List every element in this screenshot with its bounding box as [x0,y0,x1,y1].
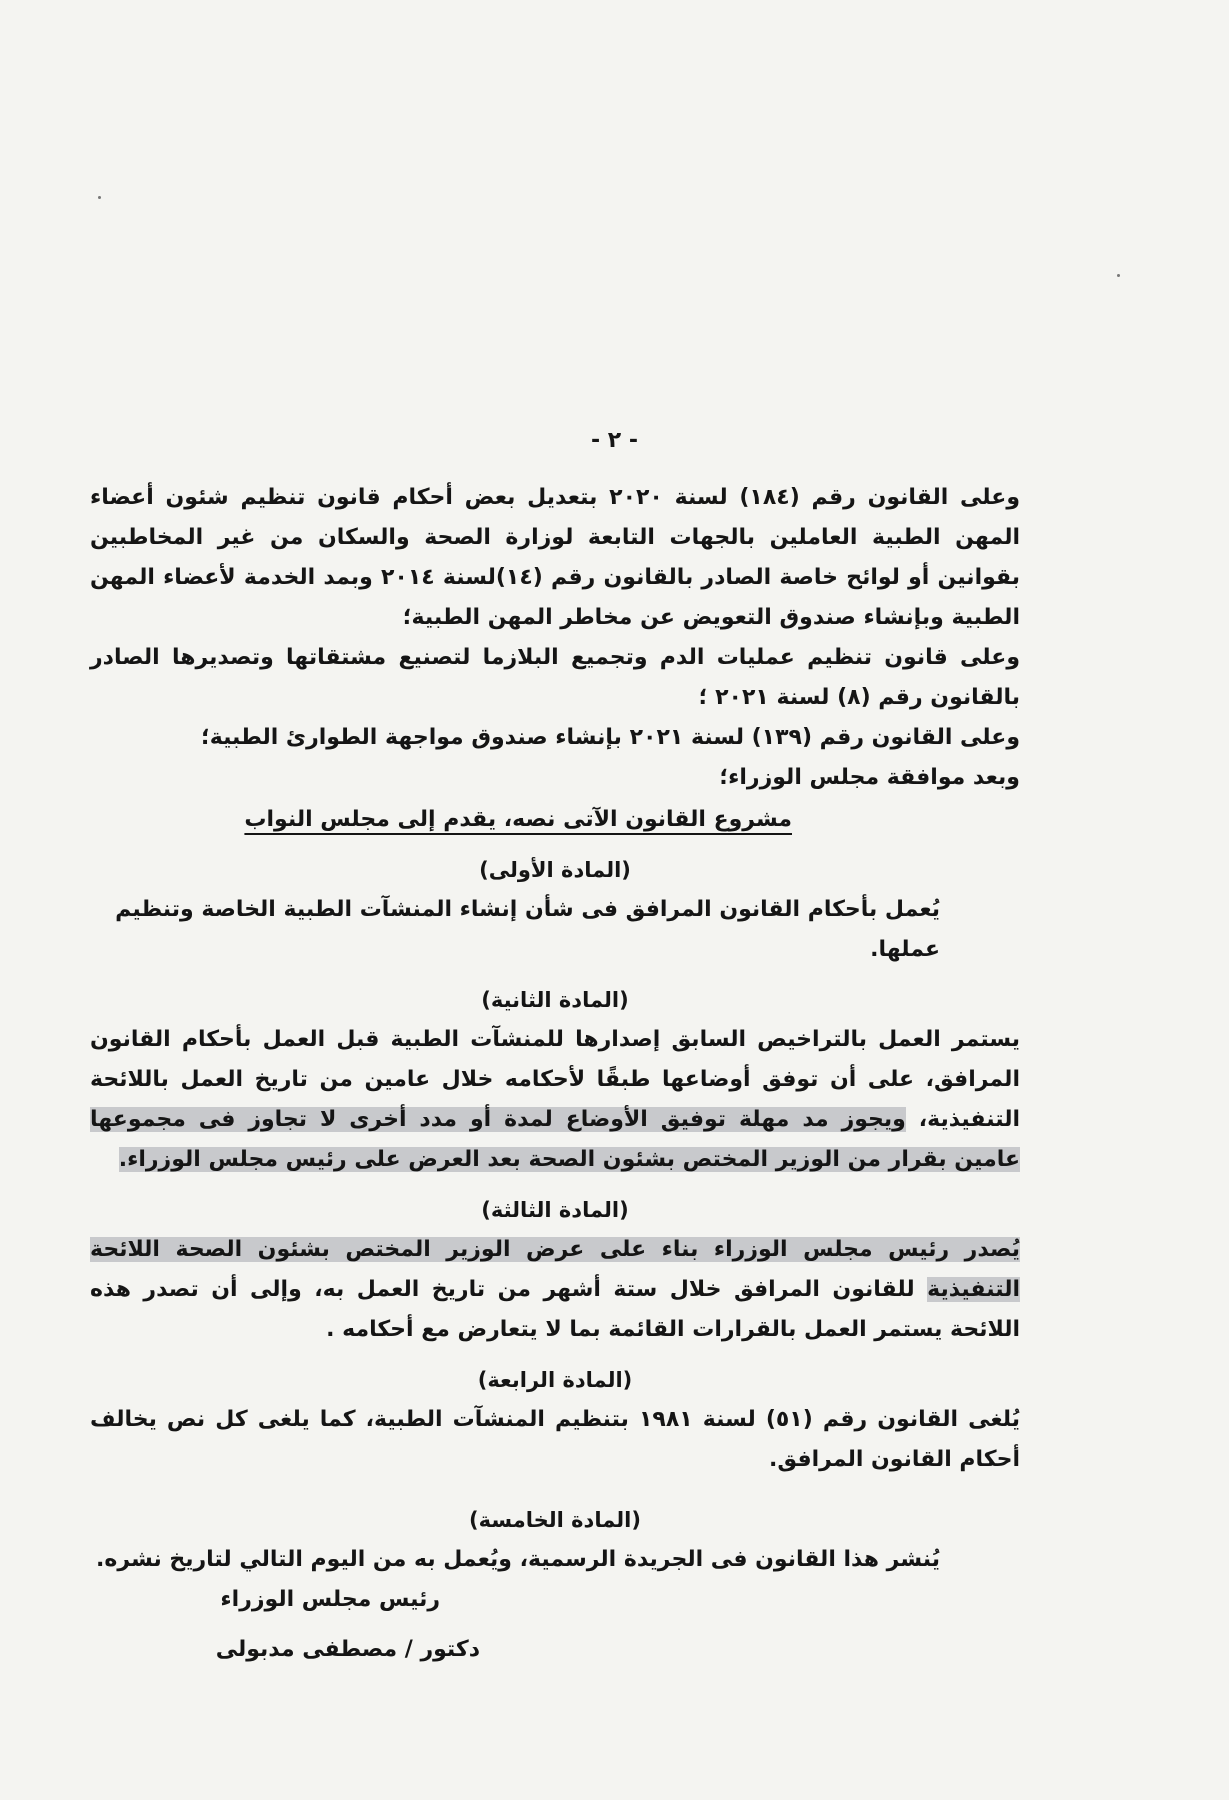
preamble-paragraph: وعلى قانون تنظيم عمليات الدم وتجميع البلازما لتصنيع مشتقاتها وتصديرها الصادر بالقانون رقم (٨) لسنة ٢٠٢١ ؛ [90,645,1020,710]
signature-name: دكتور / مصطفى مدبولى [215,1637,480,1662]
article-5-text: يُنشر هذا القانون فى الجريدة الرسمية، ويُعمل به من اليوم التالي لتاريخ نشره. [96,1547,940,1572]
preamble-paragraph: وعلى القانون رقم (١٣٩) لسنة ٢٠٢١ بإنشاء صندوق مواجهة الطوارئ الطبية؛ [200,725,1020,750]
article-3-title: (المادة الثالثة) [481,1198,629,1222]
article-3-text-highlighted: يُصدر رئيس مجلس الوزراء بناء على عرض الوزير المختص بشئون الصحة اللائحة التنفيذية [90,1237,1020,1302]
page-number: - ٢ - [590,428,639,453]
document-body [90,478,1020,1670]
scan-speck [98,196,101,199]
article-1-title: (المادة الأولى) [479,858,631,882]
bill-heading: مشروع القانون الآتى نصه، يقدم إلى مجلس النواب [244,807,792,832]
preamble-paragraph: وعلى القانون رقم (١٨٤) لسنة ٢٠٢٠ بتعديل بعض أحكام قانون تنظيم شئون أعضاء المهن الطبية العاملين بالجهات التابعة لوزارة الصحة والسكان من غير المخاطبين بقوانين أو لوائح خاصة الصادر بالقانون رقم (١٤)لسنة ٢٠١٤ وبمد الخدمة لأعضاء المهن الطبية وبإنشاء صندوق التعويض عن مخاطر المهن الطبية؛ [90,485,1020,630]
article-2-text-highlighted: ويجوز مد مهلة توفيق الأوضاع لمدة أو مدد أخرى لا تجاوز فى مجموعها عامين بقرار من الوزير المختص بشئون الصحة بعد العرض على رئيس مجلس الوزراء. [90,1107,1020,1172]
article-3-text-b: للقانون المرافق خلال ستة أشهر من تاريخ العمل به، وإلى أن تصدر هذه اللائحة يستمر العمل بالقرارات القائمة بما لا يتعارض مع أحكامه . [90,1277,1020,1342]
signature-role: رئيس مجلس الوزراء [220,1587,440,1612]
article-2-text-a: يستمر العمل بالتراخيص السابق إصدارها للمنشآت الطبية قبل العمل بأحكام القانون المرافق، على أن توفق أوضاعها طبقًا لأحكامه خلال عامين من تاريخ العمل باللائحة التنفيذية، [90,1027,1020,1132]
article-2-title: (المادة الثانية) [481,988,629,1012]
scan-speck [1117,274,1120,277]
article-4-title: (المادة الرابعة) [477,1368,633,1392]
article-3-text [90,1230,1020,1350]
article-1-text: يُعمل بأحكام القانون المرافق فى شأن إنشاء المنشآت الطبية الخاصة وتنظيم عملها. [115,897,940,962]
article-2-text [90,1020,1020,1180]
preamble-paragraph: وبعد موافقة مجلس الوزراء؛ [719,765,1020,790]
article-4-text: يُلغى القانون رقم (٥١) لسنة ١٩٨١ بتنظيم المنشآت الطبية، كما يلغى كل نص يخالف أحكام القانون المرافق. [90,1407,1020,1472]
article-5-title: (المادة الخامسة) [469,1508,641,1532]
